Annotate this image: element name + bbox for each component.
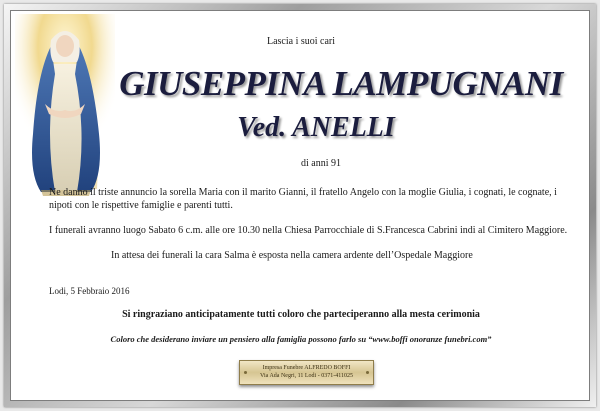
screw-icon bbox=[244, 371, 247, 374]
funeral-paragraph: I funerali avranno luogo Sabato 6 c.m. alle ore 10.30 nella Chiesa Parrocchiale di S.Francesca Cabrini indi al Cimitero Maggiore. bbox=[49, 225, 568, 236]
funeral-home-plaque bbox=[239, 360, 374, 385]
intro-text: Lascia i suoi cari bbox=[266, 36, 336, 47]
notice-card bbox=[10, 10, 590, 401]
donations-text: Coloro che desiderano inviare un pensiero alla famiglia possono farlo su “www.boffi onoranze funebri.com” bbox=[110, 334, 492, 344]
announcement-paragraph: Ne danno il triste annuncio la sorella Maria con il marito Gianni, il fratello Angelo con la moglie Giulia, i cognati, le cognate, i nipoti con le rispettive famiglie e parenti tutti. bbox=[49, 187, 557, 211]
thanks-text: Si ringraziano anticipatamente tutti coloro che parteciperanno alla mesta cerimonia bbox=[122, 309, 480, 320]
place-date: Lodi, 5 Febbraio 2016 bbox=[49, 286, 130, 296]
screw-icon bbox=[366, 371, 369, 374]
widow-of: Ved. ANELLI bbox=[237, 112, 395, 143]
age-text: di anni 91 bbox=[301, 158, 341, 169]
deceased-name: GIUSEPPINA LAMPUGNANI bbox=[119, 64, 563, 103]
viewing-paragraph: In attesa dei funerali la cara Salma è esposta nella camera ardente dell’Ospedale Maggiore bbox=[111, 250, 473, 261]
plaque-line-2: Via Ada Negri, 11 Lodi - 0371-411025 bbox=[259, 373, 353, 379]
plaque-line-1: Impresa Funebre ALFREDO BOFFI bbox=[262, 365, 351, 371]
